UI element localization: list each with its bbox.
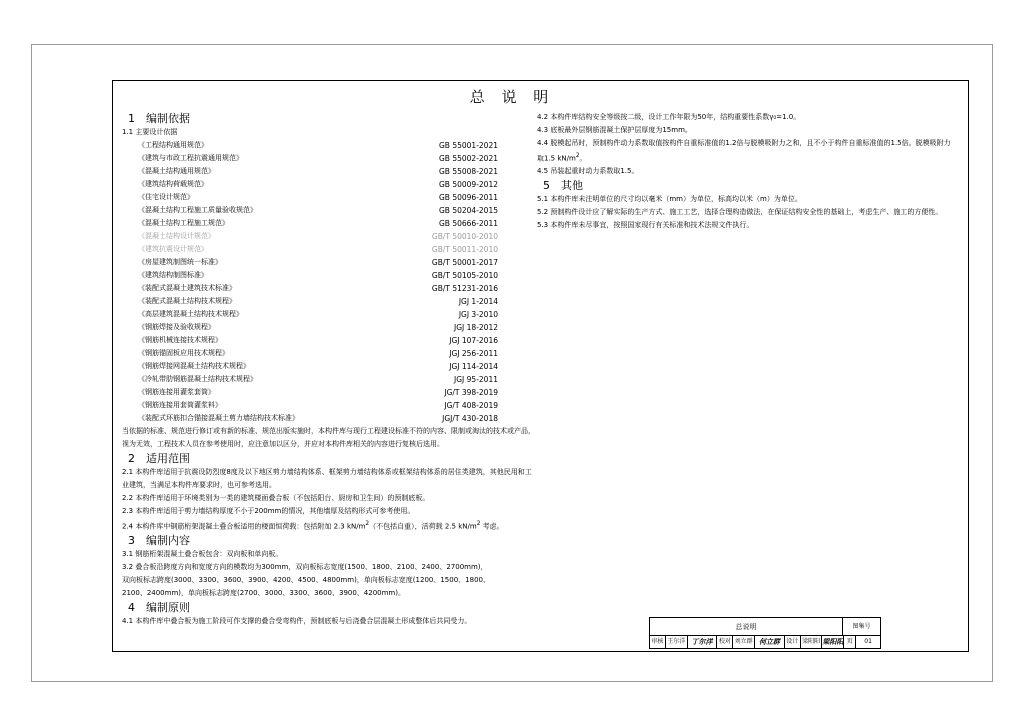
reference-code: JGJ/T 430-2018: [442, 414, 498, 423]
reference-code: GB/T 50011-2010: [431, 245, 498, 254]
para-4-2: 4.2 本构件库结构安全等级按二级，设计工作年限为50年，结构重要性系数γ₀=1.0。: [537, 113, 801, 121]
reference-name: 《混凝土结构工程施工规范》: [138, 219, 229, 227]
reference-code: GB 50666-2011: [439, 219, 498, 228]
reference-name: 《装配式环筋扣合锚接混凝土剪力墙结构技术标准》: [138, 414, 299, 422]
para-2-2: 2.2 本构件库适用于环境类别为一类的建筑楼面叠合板（不包括阳台、厨房和卫生间）的预制底板。: [122, 494, 430, 502]
right-column: [537, 111, 951, 232]
section-1-1-title: 1.1 主要设计依据: [122, 128, 178, 136]
tb-reviewer-name: 王尔洋: [666, 636, 688, 648]
reference-name: 《住宅设计规范》: [138, 193, 194, 201]
reference-name: 《混凝土结构设计规范》: [138, 232, 215, 240]
reference-code: GB 55008-2021: [439, 167, 498, 176]
reference-row: [122, 360, 502, 373]
para-3-1: 3.1 钢筋桁架混凝土叠合板包含：双向板和单向板。: [122, 550, 283, 559]
tb-design-label: 设计: [785, 636, 801, 648]
reference-row: [122, 321, 502, 334]
reference-code: GB 50009-2012: [439, 180, 498, 189]
title-block-sign-row: [649, 635, 881, 649]
reference-code: JG/T 408-2019: [444, 401, 498, 410]
reference-code: JG/T 398-2019: [444, 388, 498, 397]
tb-check-label: 校对: [717, 636, 733, 648]
reference-row: [122, 139, 502, 152]
section-1-heading: 1 编制依据: [128, 112, 190, 125]
para-3-2-line-3: 2100、2400mm)，单向板标志跨度(2700、3000、3300、3600、3900、4200mm)。: [122, 589, 405, 598]
reference-name: 《钢筋机械连接技术规程》: [138, 336, 222, 344]
reference-list: [122, 139, 502, 425]
para-2-1-line-1: 2.1 本构件库适用于抗震设防烈度8度及以下地区剪力墙结构体系、框架剪力墙结构体系或框架结构体系的居住类建筑，其他民用和工: [122, 468, 532, 476]
reference-row: [122, 412, 502, 425]
section-1-note-line-1: 当依据的标准、规范进行修订或有新的标准、规范出版实施时，本构件库与现行工程建设标准不符的内容、限制或淘汰的技术或产品，: [122, 427, 535, 435]
reference-row: [122, 386, 502, 399]
reference-name: 《建筑抗震设计规范》: [138, 245, 208, 253]
reference-code: GB/T 50001-2017: [431, 258, 498, 267]
reference-row: [122, 282, 502, 295]
reference-name: 《工程结构通用规范》: [138, 141, 208, 149]
para-2-3: 2.3 本构件库适用于剪力墙结构厚度不小于200mm的情况，其他墙厚及结构形式可参考使用。: [122, 507, 415, 515]
para-2-4: 2.4 本构件库中钢筋桁架混凝土叠合板适用的楼面恒荷载：包括附加 2.3 $kN/m^2$（不包括自重），活荷载 2.5 $kN/m^2$ 考虑。: [122, 521, 504, 531]
reference-row: [122, 178, 502, 191]
left-column: [122, 111, 535, 628]
section-1-note-line-2: 视为无效，工程技术人员在参考使用时，应注意加以区分，并应对本构件库相关的内容进行复核后选用。: [122, 440, 444, 448]
tb-reviewer-signature: 丁尔洋: [688, 636, 718, 648]
tb-designer-signature: 梁阳阳: [822, 637, 844, 646]
reference-name: 《钢筋焊接网混凝土结构技术规程》: [138, 362, 250, 370]
reference-code: JGJ 107-2016: [449, 336, 498, 345]
reference-code: GB 50096-2011: [439, 193, 498, 202]
page-title: 总 说 明: [469, 88, 555, 106]
reference-row: [122, 295, 502, 308]
para-4-1: 4.1 本构件库中叠合板为施工阶段可作支撑的叠合受弯构件，预制底板与后浇叠合层混凝土形成整体后共同受力。: [122, 617, 472, 626]
reference-name: 《房屋建筑制图统一标准》: [138, 258, 222, 266]
reference-name: 《装配式混凝土建筑技术标准》: [138, 284, 236, 292]
reference-row: [122, 347, 502, 360]
reference-name: 《钢筋焊接及验收规程》: [138, 323, 215, 331]
reference-code: JGJ 3-2010: [458, 310, 498, 319]
reference-row: [122, 152, 502, 165]
reference-code: GB/T 51231-2016: [431, 284, 498, 293]
reference-row: [122, 399, 502, 412]
para-4-4-line-2: 取1.5 $kN/m^2$。: [537, 153, 587, 163]
reference-name: 《混凝土结构通用规范》: [138, 167, 215, 175]
reference-row: [122, 373, 502, 386]
reference-code: JGJ 1-2014: [458, 297, 498, 306]
para-2-1-line-2: 业建筑，当满足本构件库要求时，也可参考选用。: [122, 481, 276, 489]
para-5-1: 5.1 本构件库未注明单位的尺寸均以毫米（mm）为单位，标高均以米（m）为单位。: [537, 195, 802, 204]
tb-page-number: 01: [864, 638, 872, 645]
reference-name: 《高层建筑混凝土结构技术规程》: [138, 310, 243, 318]
title-block-drawing-name: 总说明: [649, 617, 843, 635]
reference-row: [122, 256, 502, 269]
reference-code: JGJ 18-2012: [454, 323, 498, 332]
reference-row: [122, 165, 502, 178]
section-5-heading: 5 其他: [543, 179, 583, 193]
para-4-5: 4.5 吊装起重时动力系数取1.5。: [537, 167, 639, 176]
tb-review-label: 审核: [650, 636, 666, 648]
reference-row: [122, 334, 502, 347]
reference-row: [122, 217, 502, 230]
reference-code: JGJ 95-2011: [454, 375, 498, 384]
para-4-4-line-1: 4.4 脱模起吊时，预制构件动力系数取值按构件自重标准值的1.2倍与脱模吸附力之和，且不小于构件自重标准值的1.5倍。脱模吸附力: [537, 139, 951, 147]
reference-code: JGJ 256-2011: [449, 349, 498, 358]
para-3-2-line-1: 3.2 叠合板沿跨度方向和宽度方向的模数均为300mm，双向板标志宽度(1500、1800、2100、2400、2700mm)，: [122, 563, 488, 572]
tb-checker-signature: 何立群: [755, 636, 785, 648]
reference-row: [122, 204, 502, 217]
section-4-heading: 4 编制原则: [128, 601, 190, 615]
tb-page-label: 页: [844, 636, 856, 648]
reference-name: 《冷轧带肋钢筋混凝土结构技术规程》: [138, 375, 257, 383]
reference-name: 《钢筋连接用套筒灌浆料》: [138, 401, 222, 409]
section-2-heading: 2 适用范围: [128, 452, 190, 465]
reference-name: 《建筑结构荷载规范》: [138, 180, 208, 188]
reference-row: [122, 191, 502, 204]
reference-name: 《钢筋连接用灌浆套筒》: [138, 388, 215, 396]
reference-name: 《建筑与市政工程抗震通用规范》: [138, 154, 243, 162]
reference-row: [122, 269, 502, 282]
reference-code: GB 55001-2021: [439, 141, 498, 150]
reference-name: 《建筑结构制图标准》: [138, 271, 208, 279]
reference-name: 《混凝土结构工程施工质量验收规范》: [138, 206, 257, 214]
reference-row: [122, 243, 502, 256]
reference-code: GB 50204-2015: [439, 206, 498, 215]
para-3-2-line-2: 双向板标志跨度(3000、3300、3600、3900、4200、4500、4800mm)，单向板标志宽度(1200、1500、1800、: [122, 576, 490, 585]
reference-code: GB 55002-2021: [439, 154, 498, 163]
reference-row: [122, 230, 502, 243]
tb-checker-name: 刘立群: [733, 636, 755, 648]
reference-code: GB/T 50105-2010: [431, 271, 498, 280]
para-5-3: 5.3 本构件库未尽事宜，按照国家现行有关标准和技术法规文件执行。: [537, 221, 754, 230]
reference-code: JGJ 114-2014: [449, 362, 498, 371]
para-4-3: 4.3 底板最外层钢筋混凝土保护层厚度为15mm。: [537, 126, 692, 134]
para-5-2: 5.2 预制构件设计应了解实际的生产方式、施工工艺，选择合理构造做法，在保证结构安全性的基础上，考虑生产、施工的方便性。: [537, 208, 943, 217]
reference-name: 《装配式混凝土结构技术规程》: [138, 297, 236, 305]
reference-name: 《钢筋锚固板应用技术规程》: [138, 349, 229, 357]
tb-designer-name: 梁阳阳: [801, 636, 823, 648]
section-3-heading: 3 编制内容: [128, 534, 190, 548]
reference-code: GB/T 50010-2010: [431, 232, 498, 241]
reference-row: [122, 308, 502, 321]
title-block-atlas-label: 图集号: [843, 617, 881, 635]
